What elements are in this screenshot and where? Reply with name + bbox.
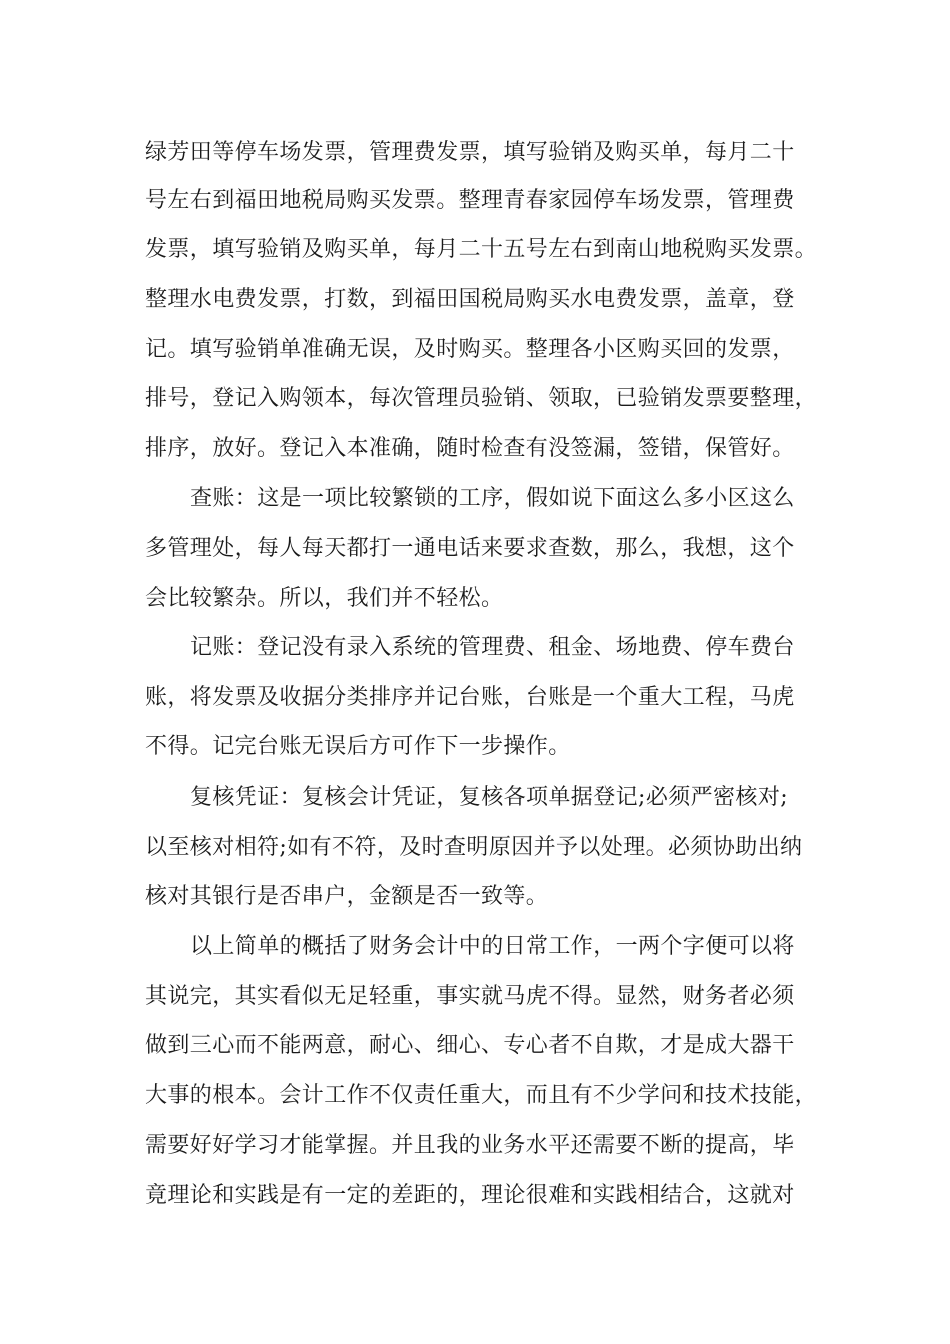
text-line: 不得。记完台账无误后方可作下一步操作。 — [145, 734, 571, 759]
text-line: 排序，放好。登记入本准确，随时检查有没签漏，签错，保管好。 — [145, 436, 795, 461]
text-line: 发票，填写验销及购买单，每月二十五号左右到南山地税购买发票。 — [145, 237, 818, 262]
paragraph-first-line: 以上简单的概括了财务会计中的日常工作，一两个字便可以将 — [190, 934, 795, 959]
text-line: 需要好好学习才能掌握。并且我的业务水平还需要不断的提高，毕 — [145, 1133, 795, 1158]
text-line: 整理水电费发票，打数，到福田国税局购买水电费发票，盖章，登 — [145, 287, 795, 312]
text-line: 账，将发票及收据分类排序并记台账，台账是一个重大工程，马虎 — [145, 685, 795, 710]
text-line: 排号，登记入购领本，每次管理员验销、领取，已验销发票要整理， — [145, 386, 818, 411]
text-line: 号左右到福田地税局购买发票。整理青春家园停车场发票，管理费 — [145, 188, 795, 213]
text-line: 绿芳田等停车场发票，管理费发票，填写验销及购买单，每月二十 — [145, 140, 795, 165]
text-line: 会比较繁杂。所以，我们并不轻松。 — [145, 586, 504, 611]
text-line: 以至核对相符;如有不符，及时查明原因并予以处理。必须协助出纳 — [145, 835, 803, 860]
paragraph-first-line: 记账：登记没有录入系统的管理费、租金、场地费、停车费台 — [190, 635, 795, 660]
text-line: 大事的根本。会计工作不仅责任重大，而且有不少学问和技术技能， — [145, 1083, 818, 1108]
paragraph-first-line: 复核凭证：复核会计凭证，复核各项单据登记;必须严密核对; — [190, 785, 789, 810]
text-line: 竟理论和实践是有一定的差距的，理论很难和实践相结合，这就对 — [145, 1183, 795, 1208]
text-line: 做到三心而不能两意，耐心、细心、专心者不自欺，才是成大器干 — [145, 1033, 795, 1058]
text-line: 多管理处，每人每天都打一通电话来要求查数，那么，我想，这个 — [145, 536, 795, 561]
paragraph-first-line: 查账：这是一项比较繁锁的工序，假如说下面这么多小区这么 — [190, 486, 795, 511]
text-line: 其说完，其实看似无足轻重，事实就马虎不得。显然，财务者必须 — [145, 984, 795, 1009]
text-line: 记。填写验销单准确无误，及时购买。整理各小区购买回的发票， — [145, 337, 795, 362]
text-line: 核对其银行是否串户，金额是否一致等。 — [145, 884, 549, 909]
